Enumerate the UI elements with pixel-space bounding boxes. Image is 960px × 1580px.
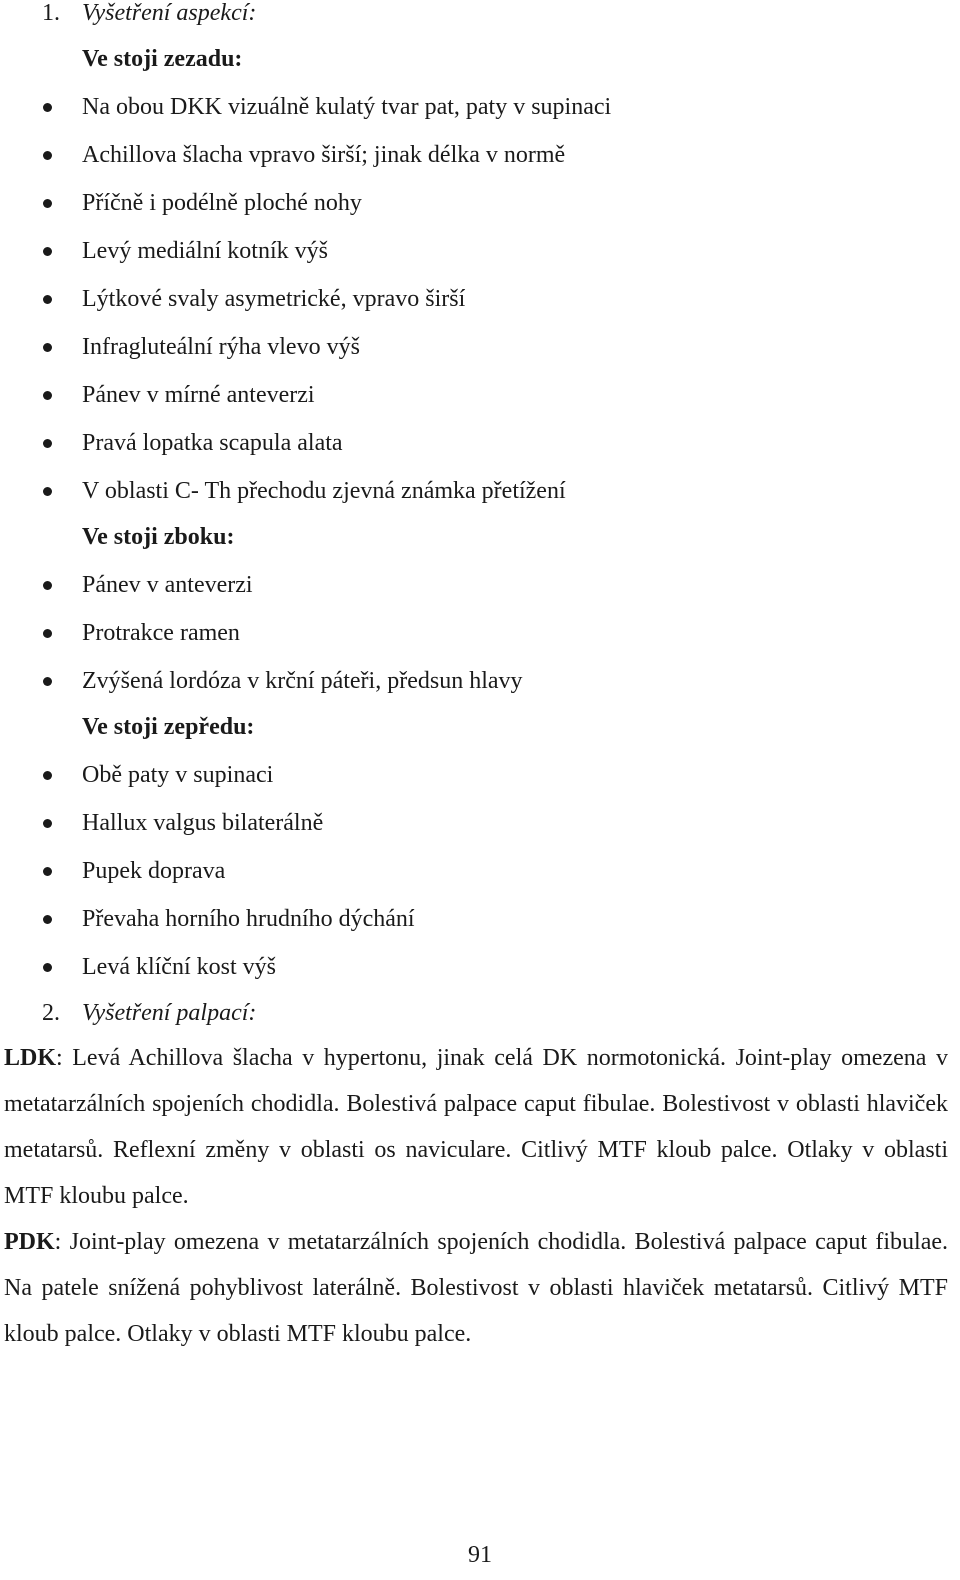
list-item: Hallux valgus bilaterálně — [82, 810, 324, 836]
group-heading-zboku: Ve stoji zboku: — [82, 524, 235, 550]
list-item: Pravá lopatka scapula alata — [82, 430, 343, 456]
list-item: Levá klíční kost výš — [82, 954, 276, 980]
list-item: Pánev v mírné anteverzi — [82, 382, 315, 408]
list-item: Infragluteální rýha vlevo výš — [82, 334, 360, 360]
list-item: Achillova šlacha vpravo širší; jinak délka v normě — [82, 142, 566, 168]
section-1-title: Vyšetření aspekcí: — [82, 0, 257, 26]
bullet-icon — [43, 677, 52, 686]
bullet-icon — [43, 103, 52, 112]
pdk-paragraph — [4, 1219, 948, 1357]
bullet-icon — [43, 771, 52, 780]
list-item: Pupek doprava — [82, 858, 226, 884]
list-item: Zvýšená lordóza v krční páteři, předsun hlavy — [82, 668, 523, 694]
section-2-number: 2. — [42, 1000, 60, 1026]
list-item: Protrakce ramen — [82, 620, 240, 646]
ldk-label: LDK — [4, 1045, 57, 1071]
bullet-icon — [43, 915, 52, 924]
bullet-icon — [43, 867, 52, 876]
bullet-icon — [43, 487, 52, 496]
list-item: V oblasti C- Th přechodu zjevná známka přetížení — [82, 478, 566, 504]
page-number: 91 — [468, 1542, 492, 1568]
bullet-icon — [43, 391, 52, 400]
bullet-icon — [43, 247, 52, 256]
bullet-icon — [43, 439, 52, 448]
bullet-icon — [43, 295, 52, 304]
bullet-icon — [43, 151, 52, 160]
bullet-icon — [43, 963, 52, 972]
list-item: Na obou DKK vizuálně kulatý tvar pat, paty v supinaci — [82, 94, 612, 120]
list-item: Levý mediální kotník výš — [82, 238, 328, 264]
pdk-label: PDK — [4, 1229, 55, 1255]
bullet-icon — [43, 343, 52, 352]
section-1-number: 1. — [42, 0, 60, 26]
section-2-title: Vyšetření palpací: — [82, 1000, 257, 1026]
list-item: Příčně i podélně ploché nohy — [82, 190, 362, 216]
group-heading-zepredu: Ve stoji zepředu: — [82, 714, 255, 740]
bullet-icon — [43, 199, 52, 208]
list-item: Pánev v anteverzi — [82, 572, 253, 598]
ldk-paragraph — [4, 1035, 948, 1219]
bullet-icon — [43, 819, 52, 828]
list-item: Obě paty v supinaci — [82, 762, 274, 788]
bullet-icon — [43, 581, 52, 590]
bullet-icon — [43, 629, 52, 638]
list-item: Převaha horního hrudního dýchání — [82, 906, 415, 932]
group-heading-zezadu: Ve stoji zezadu: — [82, 46, 243, 72]
ldk-text: : Levá Achillova šlacha v hypertonu, jinak celá DK normotonická. Joint-play omezena v metatarzálních spojeních chodidla. Bolestivá palpace caput fibulae. Bolestivost v oblasti hlaviček metatarsů. Reflexní změny v oblasti os naviculare. Citlivý MTF kloub palce. Otlaky v oblasti MTF kloubu palce. — [4, 1045, 948, 1209]
pdk-text: : Joint-play omezena v metatarzálních spojeních chodidla. Bolestivá palpace caput fibulae. Na patele snížená pohyblivost laterálně. Bolestivost v oblasti hlaviček metatarsů. Citlivý MTF kloub palce. Otlaky v oblasti MTF kloubu palce. — [4, 1229, 948, 1347]
list-item: Lýtkové svaly asymetrické, vpravo širší — [82, 286, 466, 312]
